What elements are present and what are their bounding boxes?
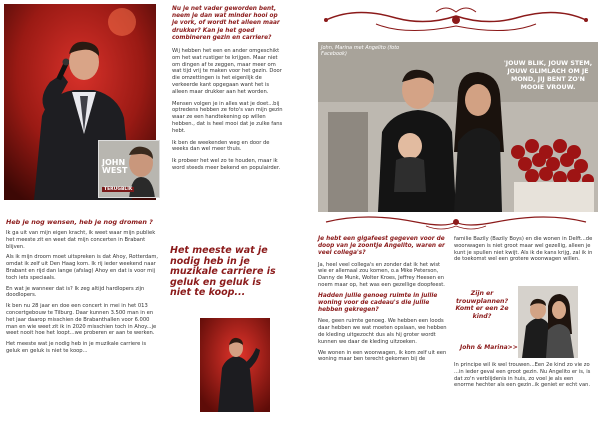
pull-quote: Het meeste wat je nodig heb in je muzikale carriere is geluk en geluk is niet te koop...	[170, 245, 276, 298]
column-1	[6, 218, 160, 355]
cd-cover	[98, 140, 160, 198]
paragraph: familie Bazily (Bazily Boys) en die wonen in Delft...de woonwagen is niet groot maar wel gezellig, alleen je kunt je spullen niet kwijt. Als ik de kans krijg, zal ik in de toekomst wel een grotere woonwagen willen.	[454, 236, 593, 263]
cd-subtitle: TERUGBLIK	[104, 187, 133, 192]
paragraph: Ja, heel veel collega's en zonder dat ik het wist wie er allemaal zou komen, o.a Mike Peterson, Danny de Munk, Wolter Kroes, Jeffrey Heesen en noem maar op, het was een gezellige doopfeest.	[318, 261, 445, 288]
column-4	[454, 236, 594, 263]
paragraph: Ik ben nu 28 jaar en doe een concert in mei in het 013 concertgebouw te Tilburg. Daar kunnen 3.500 man in en het jaar daarop misschien de Brabanthallen voor 6.000 man en wie weet zit ik in 2020 misschien toch in Ahoy...je weet nooit hoe het loopt...we proberen er aan te werken.	[6, 303, 157, 337]
paragraph: En wat je wanneer dat is? Ik zeg altijd hardlopers zijn doodlopers.	[6, 285, 145, 299]
paragraph: Mensen volgen je in alles wat je doet...bij optredens hebben ze foto's van mijn gezin waar ze een handtekening op willen hebben., dat is heel mooi dat je zulke fans hebt.	[172, 100, 283, 134]
paragraph: Ik ga uit van mijn eigen kracht, ik weet waar mijn publiek het meeste zit en weet dat mijn concerten in Brabant blijven.	[6, 230, 156, 250]
cd-title-line2: WEST	[102, 166, 128, 175]
question-dreams: Heb je nog wensen, heb je nog dromen ?	[6, 218, 153, 226]
ornament-top	[316, 2, 596, 38]
paragraph: Ik probeer het wel zo te houden, maar ik word steeds meer bekend en populairder.	[172, 158, 281, 171]
question-fatherhood: Nu je net vader geworden bent, neem je dan wat minder hooi op je vork, of wordt het alleen maar drukker? Kan je het goed combineren gezin en carriere?	[172, 6, 280, 41]
paragraph: Nee, geen ruimte genoeg. We hebben een loods daar hebben we wat moeten opslaan, we hebben de kleding uitgezocht dus als hij groter wordt kunnen we daar de kleding uitzoeken.	[318, 318, 447, 345]
performer-photo	[200, 318, 270, 412]
cd-title-line1: JOHN	[102, 158, 126, 167]
couple-photo	[518, 286, 578, 358]
paragraph: Als ik mijn droom moet uitspreken is dat Ahoy, Rotterdam, omdat ik zelf uit Den Haag kom. Ik rij ieder weekend naar Brabant en rijd dan lange (afslag) Ahoy en dat is voor mij toch iets speciaals.	[6, 254, 159, 281]
column-4-bottom	[454, 362, 594, 389]
question-gifts: Hadden jullie genoeg ruimte in jullie woning voor de cadeau's die jullie hebben gekregen?	[318, 292, 438, 314]
question-baptism: Je hebt een gigafeest gegeven voor de doop van je zoontje Angelito, waren er veel collega's?	[318, 236, 445, 257]
photo-quote: 'JOUW BLIK, JOUW STEM, JOUW GLIMLACH OM JE MOND, JIJ BENT ZO'N MOOIE VROUW.	[503, 60, 593, 91]
paragraph: Het meeste wat je nodig heb in je muzikale carriere is geluk en geluk is niet te koop...	[6, 341, 147, 354]
family-photo	[318, 42, 598, 212]
paragraph: In principe wil ik wel trouwen...Een 2e kind zo vie zo ...in ieder geval een groot gezin. Nu Angelito er is, is dat zo'n verblijdenis in huis, zo voel je als een enorme hechter als een gezin..ik geniet er echt van.	[454, 362, 591, 389]
column-2	[172, 6, 284, 172]
column-3	[318, 236, 448, 363]
couple-caption: John & Marina>>	[460, 344, 518, 351]
ornament-bottom	[316, 212, 596, 232]
paragraph: We wonen in een woonwagen, ik kom zelf uit een woning maar ben terecht gekomen bij de	[318, 349, 447, 363]
paragraph: Wij hebben het een en ander omgeschikt om het wat rustiger te krijgen. Maar niet om dingen af te zeggen, maar meer om wat tijd vrij te maken voor het gezin. Door die omzettingen is het eigenlijk de verkeerde kant opgegaan want het is alleen maar drukker aan het worden.	[172, 48, 282, 95]
question-marriage: Zijn er trouwplannen? Komt er een 2e kind?	[455, 290, 509, 320]
photo-caption: John, Marina met Angelito (foto Facebook)	[321, 45, 400, 57]
paragraph: Ik ben de weekenden weg en door de weeks dan wel meer thuis.	[172, 139, 270, 153]
